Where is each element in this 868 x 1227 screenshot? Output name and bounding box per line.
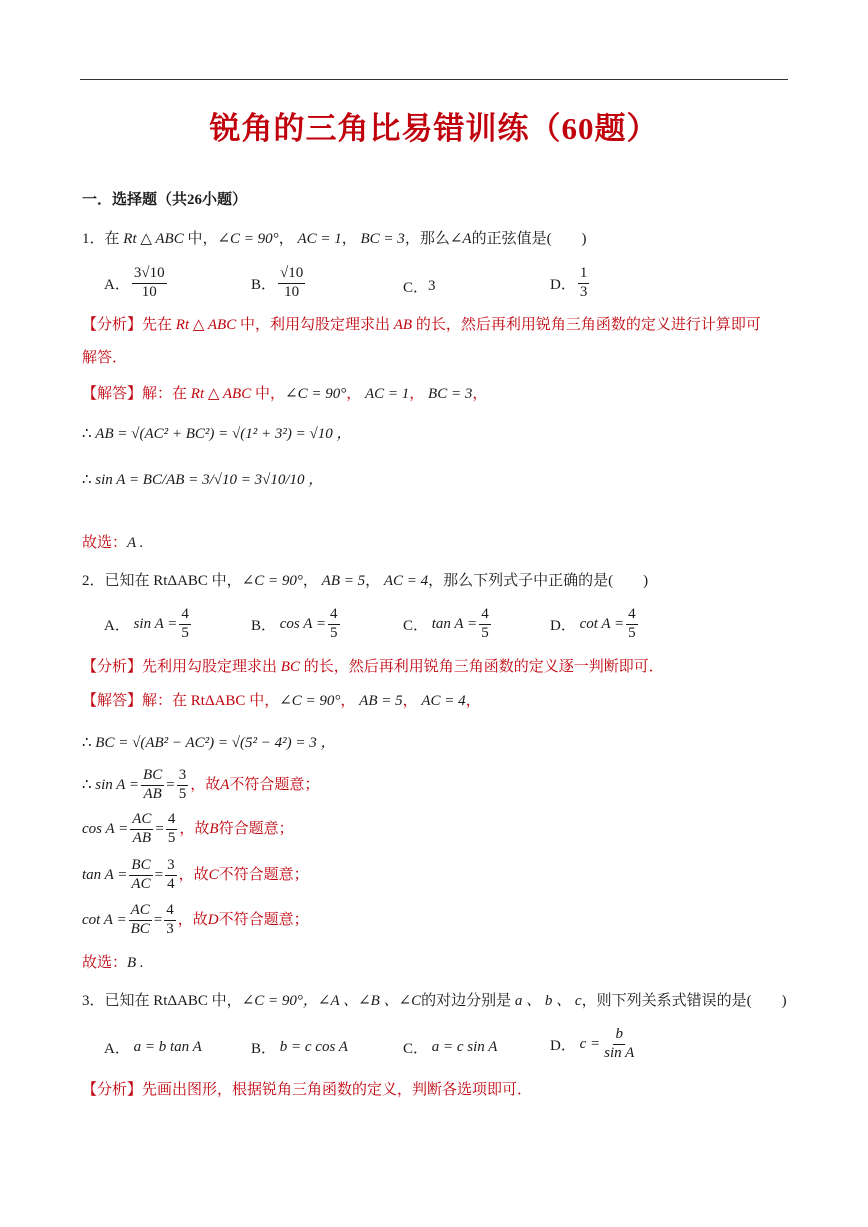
q3-option-c: C． a = c sin A [403,1039,498,1057]
q1-analysis: 【分析】先在 Rt △ ABC 中，利用勾股定理求出 AB 的长，然后再利用锐角三角函数的定义进行计算即可 [82,317,761,333]
question-3: 3．已知在 RtΔABC 中，∠C = 90°，∠A 、∠B 、∠C的对边分别是 a 、 b 、 c，则下列关系式错误的是( ) [82,993,787,1009]
header-rule [80,79,788,80]
q3-analysis: 【分析】先画出图形，根据锐角三角函数的定义，判断各选项即可． [82,1082,533,1098]
q2-option-a: A． sin A = $\frac{4}{5}$ [104,606,189,641]
section-heading: 一．选择题（共26小题） [82,192,248,208]
q1-answer: 【解答】解：在 Rt △ ABC 中，∠C = 90°， AC = 1， BC = 3， [82,386,488,402]
q1-equation-ab: ∴ AB = √(AC² + BC²) = √(1² + 3²) = √10 ， [82,426,352,442]
q2-analysis: 【分析】先利用勾股定理求出 BC 的长，然后再利用锐角三角函数的定义逐一判断即可． [82,659,664,675]
q2-equation-sin: ∴ sin A = $\frac{BC}{AB}$ = $\frac{3}{5}$ ，故 A 不符合题意； [82,767,320,802]
q1-option-d: D． $\frac{1}{3}$ [550,265,588,300]
q2-equation-tan: tan A = $\frac{BC}{AC}$ = $\frac{3}{4}$ ，故 C 不符合题意； [82,857,309,892]
q2-option-d: D． cot A = $\frac{4}{5}$ [550,606,636,641]
question-1: 1．在 Rt △ ABC 中，∠C = 90°， AC = 1， BC = 3，那么∠A的正弦值是( ) [82,231,587,247]
page-title: 锐角的三角比易错训练（60题） [209,111,659,146]
q1-equation-sin: ∴ sin A = BC/AB = 3/√10 = 3√10/10 ， [82,472,324,488]
q2-equation-cos: cos A = $\frac{AC}{AB}$ = $\frac{4}{5}$ ，故 B 符合题意； [82,811,294,846]
q2-choice: 故选：B . [82,955,144,971]
q2-answer: 【解答】解：在 RtΔABC 中，∠C = 90°， AB = 5， AC = 4， [82,693,481,709]
question-2: 2．已知在 RtΔABC 中，∠C = 90°， AB = 5， AC = 4，那么下列式子中正确的是( ) [82,573,649,589]
q1-option-a: A． $\frac{3√10}{10}$ [104,265,165,300]
q2-equation-bc: ∴ BC = √(AB² − AC²) = √(5² − 4²) = 3 ， [82,735,336,751]
q1-analysis-cont: 解答． [82,350,128,366]
q3-option-d: D． c = $\frac{b}{\text{sin A}}$ [550,1026,635,1061]
q3-option-a: A． a = b tan A [104,1039,202,1057]
q3-option-b: B． b = c cos A [251,1039,348,1057]
q2-option-b: B． cos A = $\frac{4}{5}$ [251,606,338,641]
q2-equation-cot: cot A = $\frac{AC}{BC}$ = $\frac{4}{3}$ ，故 D 不符合题意； [82,902,309,937]
q1-option-c: C． 3 [403,278,436,296]
q1-choice: 故选：A . [82,535,144,551]
q2-option-c: C． tan A = $\frac{4}{5}$ [403,606,489,641]
q1-option-b: B． $\frac{√10}{10}$ [251,265,304,300]
